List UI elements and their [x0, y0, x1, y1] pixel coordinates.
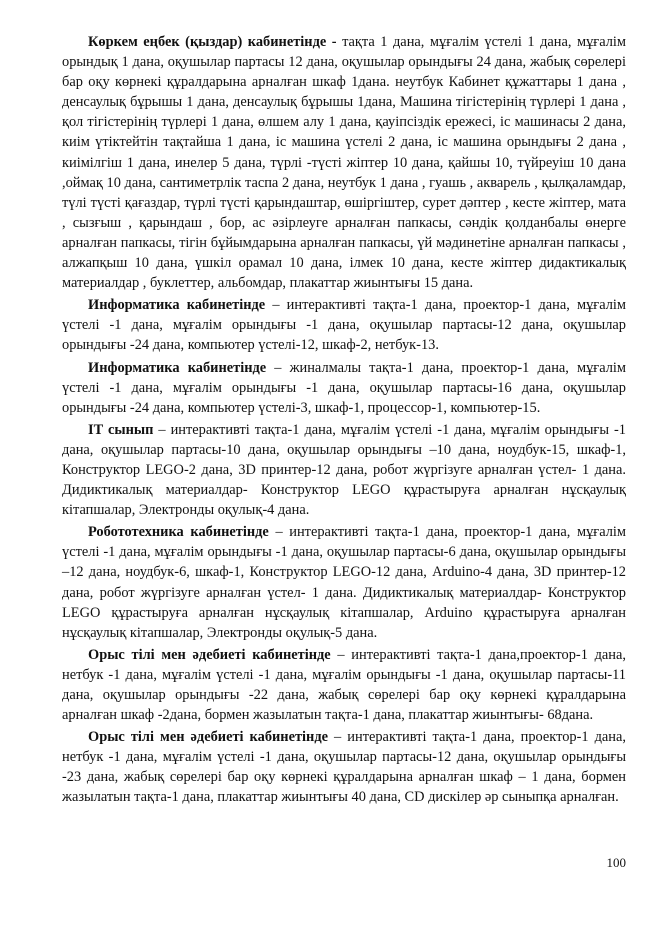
- paragraph-it-class: [62, 420, 626, 520]
- paragraph-body: – интерактивті тақта-1 дана, проектор-1 дана, мұғалім үстелі -1 дана, мұғалім орындығы -1 дана, оқушылар партасы-6 дана, оқушылар орындығы –12 дана, ноудбук-6, шкаф-1, Конструктор LEGO-12 дана, Arduino-4 дана, 3D принтер-12 дана, робот жүргізуге арналған үстел- 1 дана. Дидиктикалық материалдар- Конструктор LEGO құрастыруға арналған нұсқаулық кітапшалар, Arduino құрастыруға арналған нұсқаулық кітапшалар, Электронды оқулық-5 дана.: [62, 524, 626, 641]
- paragraph-heading: Орыс тілі мен әдебиеті кабинетінде: [88, 729, 329, 746]
- paragraph-russian-1: [62, 645, 626, 725]
- paragraph-heading: Информатика кабинетінде: [88, 297, 266, 314]
- paragraph-body: – интерактивті тақта-1 дана, проектор-1 дана, нетбук -1 дана, мұғалім үстелі -1 дана, оқушылар партасы-12 дана, оқушылар орындығы -23 дана, жабық сөрелері бар оқу көрнекі құралдарына арналған шкаф – 1 дана, бормен жазылатын тақта-1 дана, плакаттар жиынтығы 40 дана, CD дискілер әр сыныпқа арналған.: [62, 729, 626, 806]
- paragraph-robotics: [62, 522, 626, 643]
- page-number: 100: [606, 855, 626, 870]
- paragraph-body: – интерактивті тақта-1 дана,проектор-1 дана, нетбук -1 дана, мұғалім үстелі -1 дана, мұғалім орындығы -1 дана, оқушылар партасы-11 дана, оқушылар орындығы -22 дана, жабық сөрелері бар оқу көрнекі құралдарына арналған шкаф -2дана, бормен жазылатын тақта-1 дана, плакаттар жиынтығы- 68дана.: [62, 646, 626, 724]
- paragraph-body: тақта 1 дана, мұғалім үстелі 1 дана, мұғалім орындық 1 дана, оқушылар партасы 12 дана, оқушылар орындығы 24 дана, жабық сөрелері бар оқу көрнекі құралдарына арналған шкаф 1дана. неутбук Кабинет құжаттары 1 дана , денсаулық бұрышы 1 дана, денсаулық бұрышы 1дана, Машина тігістерінің түрлері 1 дана , қол тігістерінің түрлері 1 дана, өлшем алу 1 дана, қауіпсіздік ережесі, іс машинасы 2 дана, киім үтіктейтін тақтайша 1 дана, іс машина үстелі 2 дана, іс машина орындығы 2 дана , киімілгіш 1 дана, инелер 5 дана, түрлі -түсті жіптер 10 дана, қайшы 10, түйреуіш 10 дана ,оймақ 10 дана, сантиметрлік таспа 2 дана, неутбук 1 дана , гуашь , акварель , қылқаламдар, түлі түсті қағаздар, түрлі түсті қарындаштар, өшіргіштер, сурет дәптер , кесте жіптер, мата , сызғыш , қарындаш , бор, ас әзірлеуге арналған папкасы, сәндік қолданбалы өнерге арналған папкасы, тігін бұйымдарына арналған папкасы, үй мәдинетіне арналған папкасы , алжапқыш 10 дана, үшкіл орамал 10 дана, ілмек 10 дана, кесте жіптер дидактикалық материалдар , буклеттер, альбомдар, плакаттар жиынтығы 15 дана.: [62, 34, 626, 292]
- paragraph-heading: IT сынып: [88, 421, 154, 438]
- paragraph-heading: Информатика кабинетінде: [88, 359, 267, 376]
- paragraph-heading: Робототехника кабинетінде: [88, 524, 269, 541]
- paragraph-body: – интерактивті тақта-1 дана, проектор-1 дана, мұғалім үстелі -1 дана, мұғалім орындығы -1 дана, оқушылар партасы-12 дана, оқушылар орындығы -24 дана, компьютер үстелі-12, шкаф-2, нетбук-13.: [62, 297, 626, 354]
- document-page: [62, 32, 626, 810]
- paragraph-russian-2: [62, 727, 626, 807]
- paragraph-crafts-girls: [62, 32, 626, 293]
- paragraph-informatics-1: [62, 295, 626, 355]
- paragraph-informatics-2: [62, 358, 626, 418]
- paragraph-body: – интерактивті тақта-1 дана, мұғалім үстелі -1 дана, мұғалім орындығы -1 дана, оқушылар партасы-10 дана, оқушылар орындығы –10 дана, ноудбук-15, шкаф-1, Конструктор LEGO-2 дана, 3D принтер-12 дана, робот жүргізуге арналған үстел- 1 дана. Дидиктикалық материалдар- Конструктор LEGO құрастыруға арналған нұсқаулық кітапшалар, Электронды оқулық-4 дана.: [62, 421, 626, 519]
- paragraph-heading: Көркем еңбек (қыздар) кабинетінде -: [88, 34, 337, 50]
- paragraph-heading: Орыс тілі мен әдебиеті кабинетінде: [88, 646, 331, 663]
- paragraph-body: – жиналмалы тақта-1 дана, проектор-1 дана, мұғалім үстелі -1 дана, мұғалім орындығы -1 дана, оқушылар партасы-16 дана, оқушылар орындығы -24 дана, компьютер үстелі-3, шкаф-1, процессор-1, компьютер-15.: [62, 359, 626, 416]
